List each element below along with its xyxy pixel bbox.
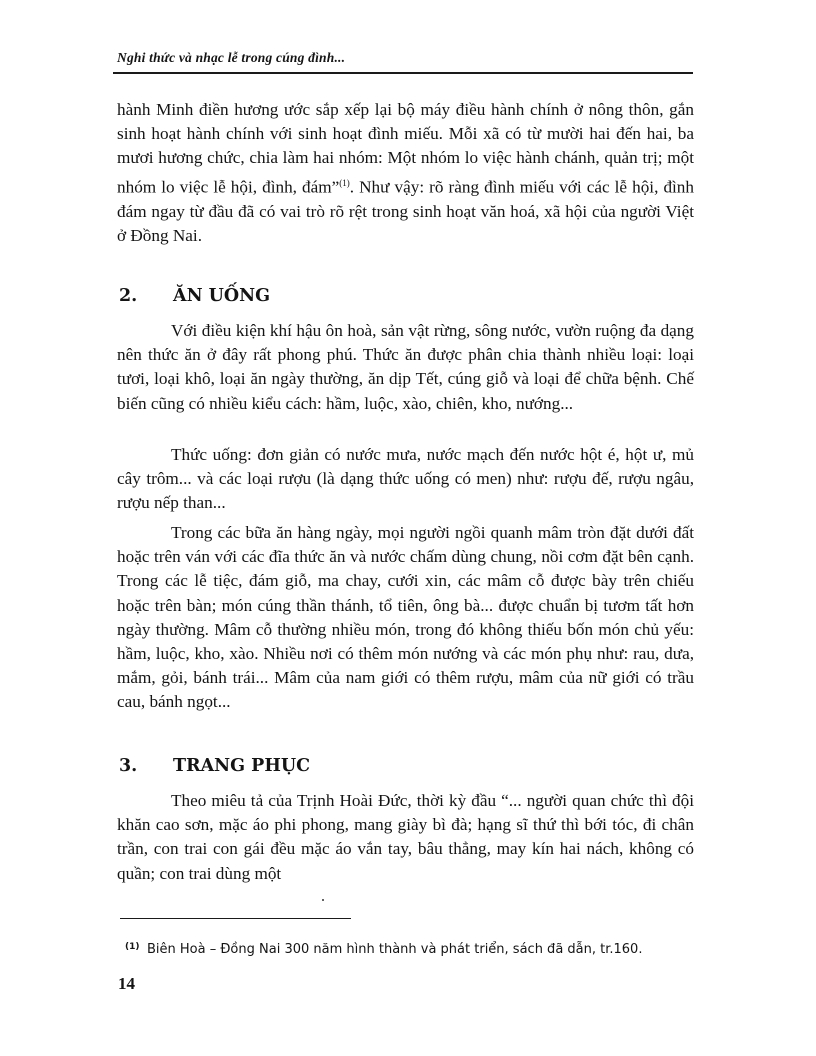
- food-block-3: [117, 521, 694, 715]
- intro-text: hành Minh điền hương ước sắp xếp lại bộ máy điều hành chính ở nông thôn, gắn sinh hoạt hành chính với sinh hoạt đình miếu. Mỗi xã có từ mười hai đến hai, ba mươi hương chức, chia làm hai nhóm: Một nhóm lo việc hành chánh, quản trị; một nhóm lo việc lễ hội, đình, đám”: [117, 100, 694, 197]
- intro-text-end: . Như vậy: rõ ràng đình miếu với các lễ hội, đình đám ngay từ đầu đã có vai trò rõ rệt trong sinh hoạt văn hoá, xã hội của người Việt ở Đồng Nai.: [117, 177, 694, 245]
- footnote-reference: (1): [339, 177, 350, 188]
- footnote-text: Biên Hoà – Đồng Nai 300 năm hình thành và phát triển, sách đã dẫn, tr.160.: [147, 942, 643, 957]
- paragraph-food-3: Trong các bữa ăn hàng ngày, mọi người ngồi quanh mâm tròn đặt dưới đất hoặc trên ván với các đĩa thức ăn và nước chấm dùng chung, nồi cơm đặt bên cạnh. Trong các lễ tiệc, đám giỗ, ma chay, cưới xin, các mâm cỗ được bày trên chiếu hoặc trên bàn; món cúng thần thánh, tổ tiên, ông bà... được chuẩn bị tươm tất hơn ngày thường. Mâm cỗ thường nhiều món, trong đó không thiếu bốn món chủ yếu: hầm, luộc, kho, xào. Nhiều nơi có thêm món nướng và các món phụ như: rau, dưa, mắm, gỏi, bánh trái... Mâm của nam giới có thêm rượu, mâm của nữ giới có trầu cau, bánh ngọt...: [117, 523, 694, 712]
- stray-mark: [322, 899, 324, 901]
- footnote-mark: (1): [125, 942, 140, 952]
- section-heading-2: [119, 286, 270, 306]
- footnote: [125, 940, 697, 961]
- food-block-2: [117, 443, 694, 516]
- intro-block: [117, 98, 694, 248]
- section-number: 2.: [119, 286, 138, 306]
- footnote-rule: [120, 918, 351, 919]
- paragraph-food-1: Với điều kiện khí hậu ôn hoà, sản vật rừng, sông nước, vườn ruộng đa dạng nên thức ăn ở đây rất phong phú. Thức ăn được phân chia thành nhiều loại: loại tươi, loại khô, loại ăn ngày thường, ăn dịp Tết, cúng giỗ và loại để chữa bệnh. Chế biến cũng có nhiều kiểu cách: hầm, luộc, xào, chiên, kho, nướng...: [117, 321, 694, 413]
- section-number: 3.: [119, 756, 138, 776]
- clothing-block: [117, 789, 694, 886]
- section-title: ĂN UỐNG: [173, 286, 271, 306]
- page-number: 14: [118, 974, 135, 993]
- section-heading-3: [119, 756, 310, 776]
- food-block-1: [117, 319, 694, 416]
- intro-paragraph: [117, 98, 694, 248]
- header-rule: [113, 72, 693, 74]
- section-title: TRANG PHỤC: [173, 756, 311, 776]
- paragraph-clothing-1: Theo miêu tả của Trịnh Hoài Đức, thời kỳ đầu “... người quan chức thì đội khăn cao sơn, mặc áo phi phong, mang giày bì đà; hạng sĩ thứ thì bới tóc, đi chân trần, con trai con gái đều mặc áo vắn tay, bâu thẳng, may kín hai nách, không có quần; con trai dùng một: [117, 791, 694, 883]
- running-head: Nghi thức và nhạc lễ trong cúng đình...: [117, 50, 346, 65]
- paragraph-food-2: Thức uống: đơn giản có nước mưa, nước mạch đến nước hột é, hột ư, mủ cây trôm... và các loại rượu (là dạng thức uống có men) như: rượu đế, rượu ngâu, rượu nếp than...: [117, 445, 694, 513]
